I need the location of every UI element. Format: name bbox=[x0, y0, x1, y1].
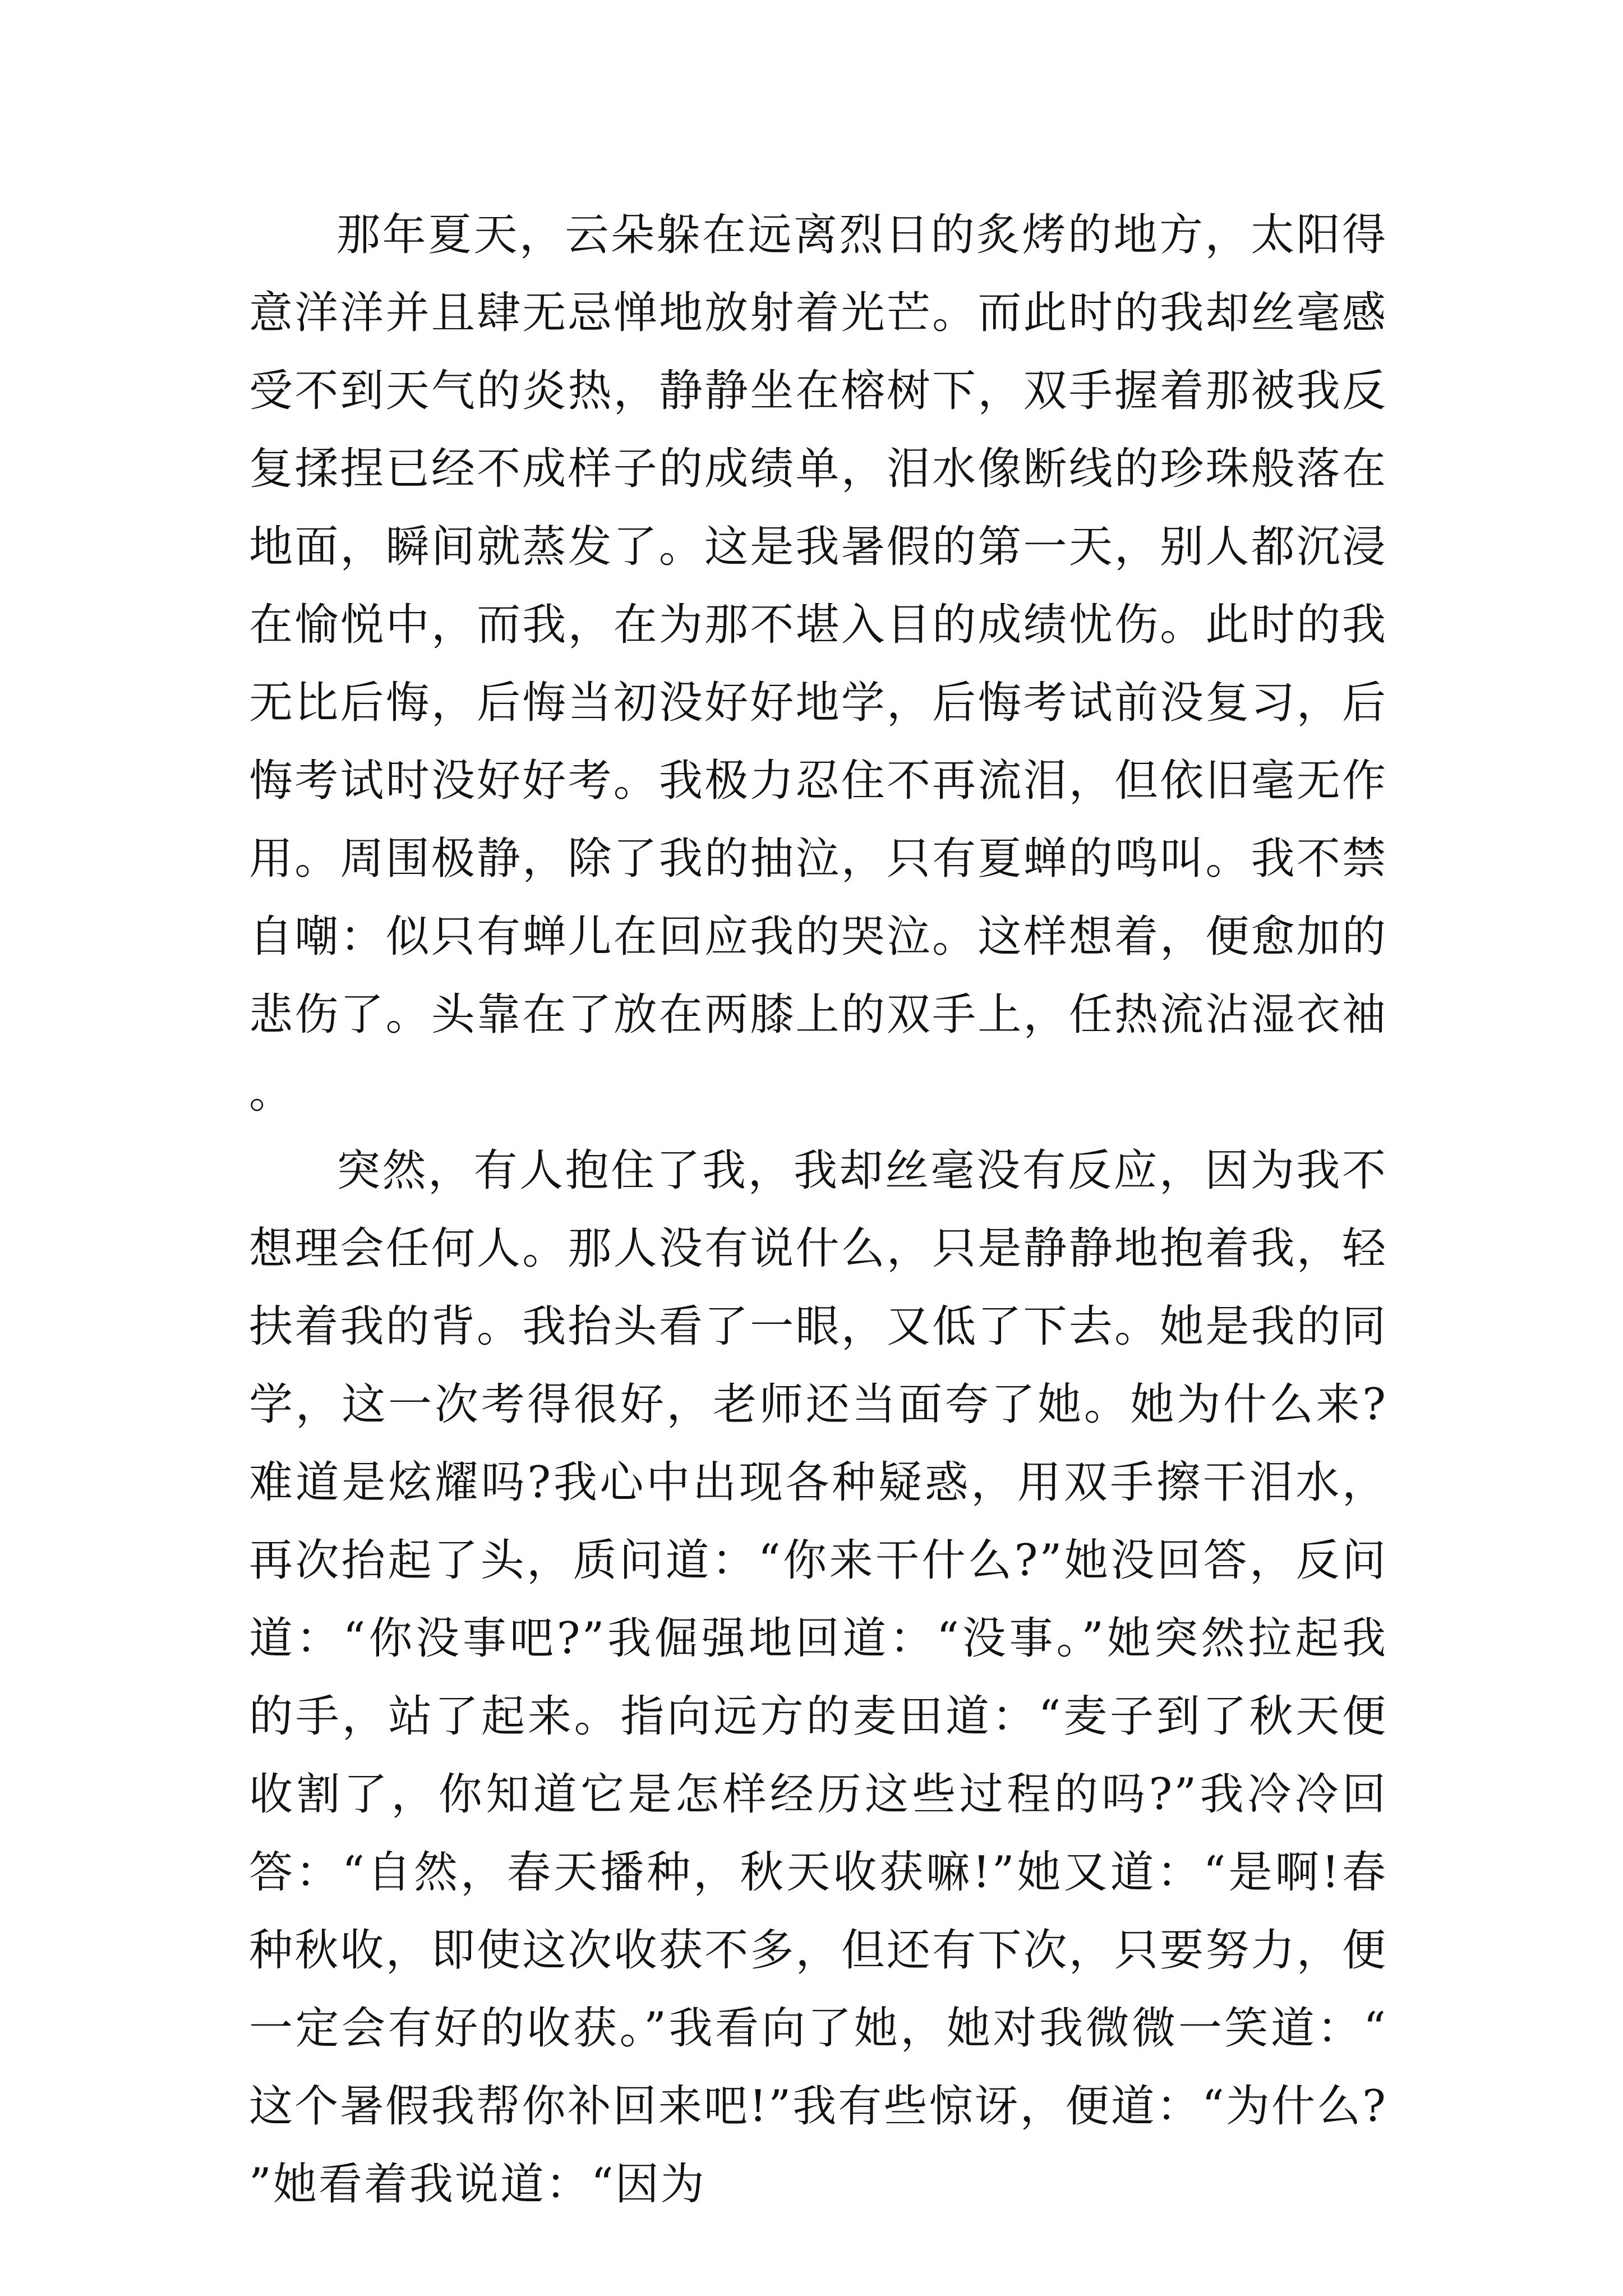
paragraph-1: 那年夏天，云朵躲在远离烈日的炙烤的地方，太阳得意洋洋并且肆无忌惮地放射着光芒。而此时的我却丝毫感受不到天气的炎热，静静坐在榕树下，双手握着那被我反复揉捏已经不成样子的成绩单，泪水像断线的珍珠般落在地面，瞬间就蒸发了。这是我暑假的第一天，别人都沉浸在愉悦中，而我，在为那不堪入目的成绩忧伤。此时的我无比后悔，后悔当初没好好地学，后悔考试前没复习，后悔考试时没好好考。我极力忍住不再流泪，但依旧毫无作用。周围极静，除了我的抽泣，只有夏蝉的鸣叫。我不禁自嘲：似只有蝉儿在回应我的哭泣。这样想着，便愈加的悲伤了。头靠在了放在两膝上的双手上，任热流沾湿衣袖。 bbox=[249, 210, 1387, 1118]
paragraph-2: 突然，有人抱住了我，我却丝毫没有反应，因为我不想理会任何人。那人没有说什么，只是静静地抱着我，轻扶着我的背。我抬头看了一眼，又低了下去。她是我的同学，这一次考得很好，老师还当面夸了她。她为什么来?难道是炫耀吗?我心中出现各种疑惑，用双手擦干泪水，再次抬起了头，质问道：“你来干什么?”她没回答，反问道：“你没事吧?”我倔强地回道：“没事。”她突然拉起我的手，站了起来。指向远方的麦田道：“麦子到了秋天便收割了，你知道它是怎样经历这些过程的吗?”我冷冷回答：“自然，春天播种，秋天收获嘛!”她又道：“是啊!春种秋收，即使这次收获不多，但还有下次，只要努力，便一定会有好的收获。”我看向了她，她对我微微一笑道：“这个暑假我帮你补回来吧!”我有些惊讶，便道：“为什么?”她看着我说道：“因为 bbox=[249, 1145, 1387, 2210]
document-body bbox=[249, 196, 1387, 2224]
